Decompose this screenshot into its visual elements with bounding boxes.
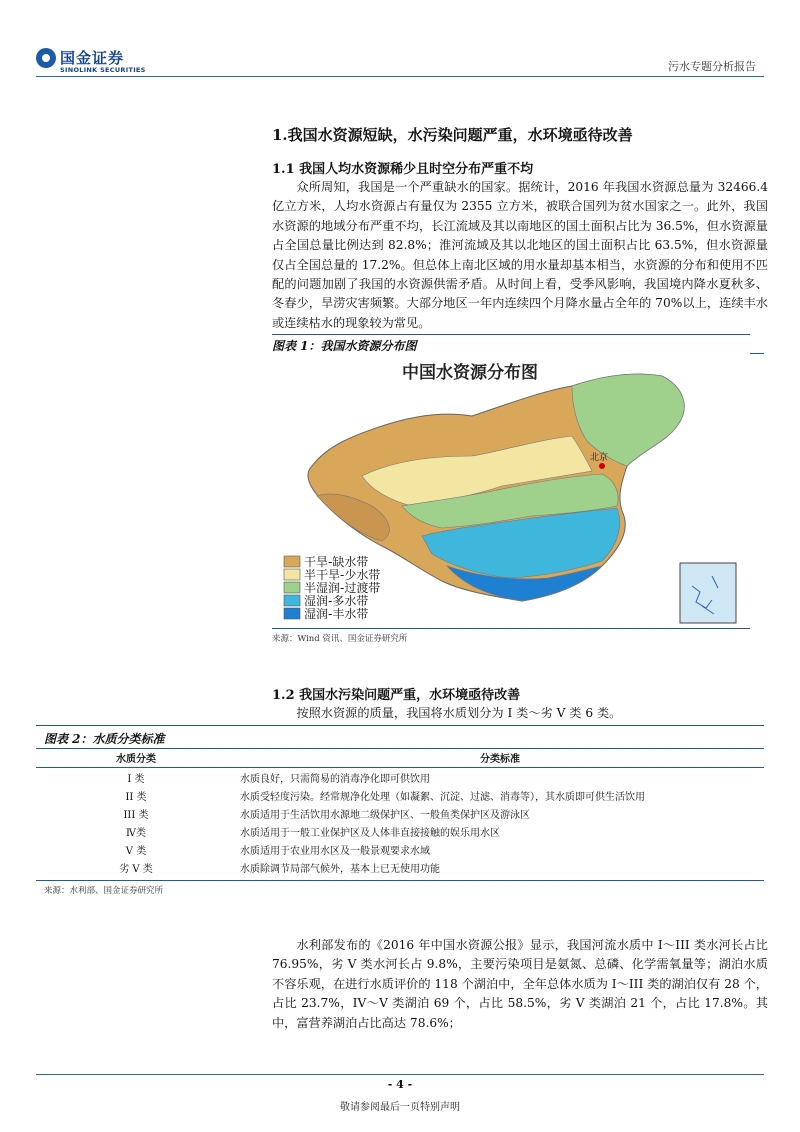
table-row: III 类 水质适用于生活饮用水源地二级保护区、一般鱼类保护区及游泳区 [123, 809, 530, 821]
paragraph-water-classes: 按照水资源的质量，我国将水质划分为 I 类～劣 V 类 6 类。 [296, 706, 622, 720]
table-row: 劣 V 类 水质除调节局部气候外，基本上已无使用功能 [119, 863, 440, 875]
table-row: V 类 水质适用于农业用水区及一般景观要求水域 [125, 845, 430, 857]
legend-item-2: 半干旱-少水带 [304, 568, 381, 582]
header-divider [36, 76, 764, 77]
footer-disclaimer: 敬请参阅最后一页特别声明 [340, 1102, 460, 1113]
paragraph-water-resources: 众所周知，我国是一个严重缺水的国家。据统计，2016 年我国水资源总量为 32466.4 亿立方米，人均水资源占有量仅为 2355 立方米，被联合国列为贫水国家之一。此外，我国水资源的地域分布严重不均，长江流域及其以南地区的国土面积占比为 36.5%，但水资源量占全国总量比例达到 82.8%；淮河流域及其以北地区的国土面积占比 63.5%，但水资源量仅占全国总量的 17.2%。但总体上南北区域的用水量却基本相当，水资源的分布和使用不匹配的问题加剧了我国的水资源供需矛盾。从时间上看，受季风影响，我国境内降水夏秋多、冬春少，旱涝灾害频繁。大部分地区一年内连续四个月降水量占全年的 70%以上，连续丰水或连续枯水的现象较为常见。 [272, 180, 768, 330]
china-water-map [272, 356, 750, 626]
column-header-standard: 分类标准 [236, 748, 764, 768]
table-header-row [36, 748, 764, 768]
water-quality-table [36, 748, 764, 876]
subsection-heading-1-2: 1.2 我国水污染问题严重，水环境亟待改善 [272, 688, 521, 703]
legend-item-3: 半湿润-过渡带 [304, 581, 381, 595]
figure-1-source: 来源：Wind 资讯、国金证券研究所 [272, 634, 408, 644]
figure-rule-tail [750, 353, 764, 354]
figure-rule-bottom [272, 628, 750, 629]
legend-item-5: 湿润-丰水带 [304, 607, 369, 621]
legend-item-1: 干旱-缺水带 [304, 555, 369, 569]
table-2-source: 来源：水利部、国金证券研究所 [44, 886, 164, 896]
section-heading-1: 1.我国水资源短缺，水污染问题严重，水环境亟待改善 [272, 126, 633, 144]
subsection-heading-1-1: 1.1 我国人均水资源稀少且时空分布严重不均 [272, 162, 534, 177]
table-2-caption: 图表 2：水质分类标准 [44, 732, 165, 746]
footer-divider [36, 1074, 764, 1075]
column-header-class: 水质分类 [36, 748, 236, 768]
figure-rule-top [272, 334, 750, 335]
map-legend [284, 554, 380, 621]
page-number: - 4 - [387, 1078, 413, 1091]
table-rule-top [36, 725, 764, 726]
logo-text-en: SINOLINK SECURITIES [60, 66, 146, 74]
capital-label: 北京 [590, 453, 609, 463]
map-title: 中国水资源分布图 [402, 363, 538, 383]
table-rule-bottom [36, 880, 764, 881]
table-row: Ⅳ类 水质适用于一般工业保护区及人体非直接接触的娱乐用水区 [126, 827, 500, 839]
logo-text-cn: 国金证券 [60, 49, 125, 67]
table-row: II 类 水质受轻度污染。经常规净化处理（如凝絮、沉淀、过滤、消毒等），其水质即可供生活饮用 [125, 791, 645, 803]
paragraph-river-lake-quality: 水利部发布的《2016 年中国水资源公报》显示，我国河流水质中 I～III 类水河长占比 76.95%，劣 V 类水河长占 9.8%，主要污染项目是氨氮、总磷、化学需氧量等；湖泊水质不容乐观，在进行水质评价的 118 个湖泊中，全年总体水质为 I～III 类的湖泊仅有 28 个，占比 23.7%，IV～V 类湖泊 69 个，占比 58.5%，劣 V 类湖泊 21 个，占比 17.8%。其中，富营养湖泊占比高达 78.6%； [272, 938, 768, 1030]
report-title: 污水专题分析报告 [668, 60, 756, 73]
table-row: I 类 水质良好，只需简易的消毒净化即可供饮用 [127, 773, 430, 785]
figure-1-caption: 图表 1：我国水资源分布图 [272, 339, 417, 353]
legend-item-4: 湿润-多水带 [304, 594, 369, 608]
logo-icon [36, 48, 56, 68]
